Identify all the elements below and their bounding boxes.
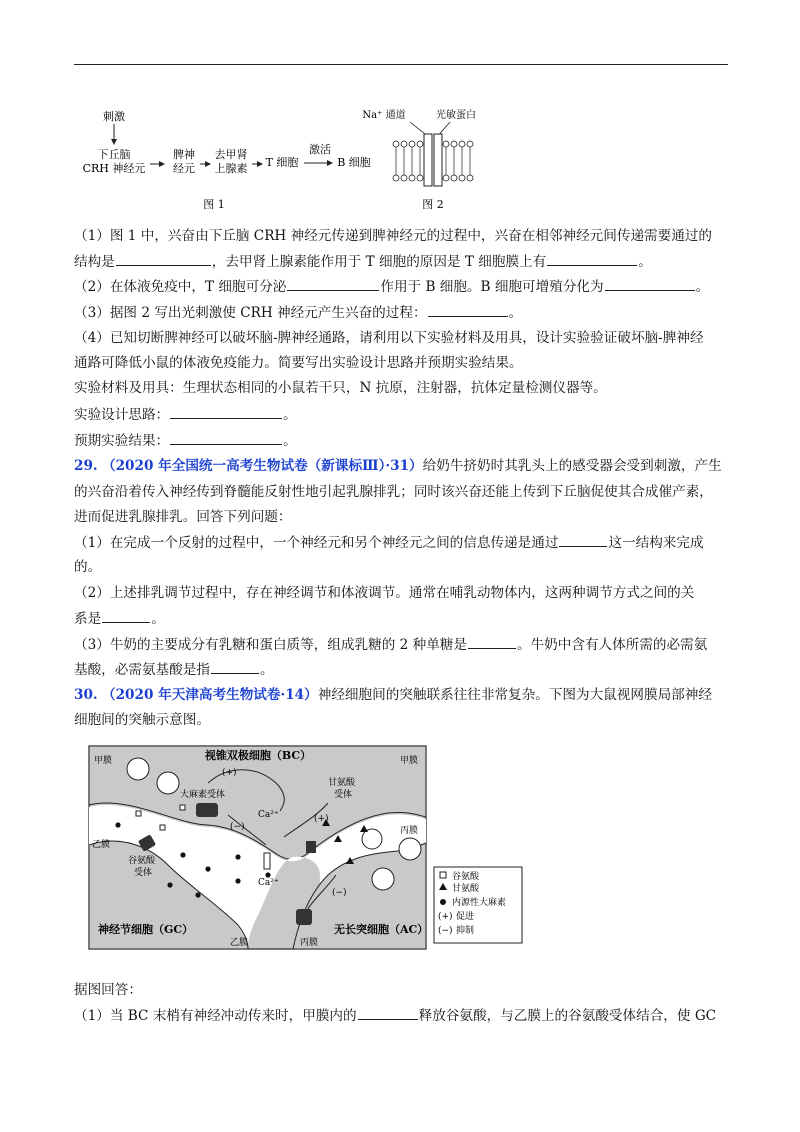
b-cell-label: B 细胞	[337, 156, 371, 169]
norepinephrine-label-2: 上腺素	[214, 162, 248, 175]
glu-receptor-label-2: 受体	[134, 868, 153, 878]
q28-line-9: 预期实验结果： 。	[74, 430, 297, 451]
q28-line-5: （4）已知切断脾神经可以破坏脑-脾神经通路，请利用以下实验材料及用具，设计实验验证破坏脑-脾神经	[74, 330, 704, 346]
figure-1-caption: 图 1	[203, 198, 225, 211]
crh-neuron-label-1: 下丘脑	[97, 148, 131, 161]
gc-label: 神经节细胞（GC）	[98, 923, 194, 936]
jia-membrane-left: 甲膜	[94, 756, 113, 766]
activate-label: 激活	[309, 143, 331, 156]
q28-line-6: 通路可降低小鼠的体液免疫能力。简要写出实验设计思路并预期实验结果。	[74, 355, 523, 371]
q28-line-3: （2）在体液免疫中，T 细胞可分泌 作用于 B 细胞。B 细胞可增殖分化为 。	[74, 276, 709, 297]
answer-blank[interactable]	[358, 1005, 418, 1020]
legend-glycine: 甘氨酸	[452, 884, 480, 894]
legend-endocannabinoid: 内源性大麻素	[452, 898, 507, 908]
glu-receptor-label-1: 谷氨酸	[128, 856, 156, 866]
q29-line-4: （1）在完成一个反射的过程中，一个神经元和另个神经元之间的信息传递是通过 这一结构来完成	[74, 532, 704, 553]
q29-line-2: 的兴奋沿着传入神经传到脊髓能反射性地引起乳腺排乳；同时该兴奋还能上传到下丘脑促使其合成催产素，	[74, 484, 713, 500]
q28-line-8: 实验设计思路： 。	[74, 404, 297, 425]
q29-line-9: 基酸，必需氨基酸是指 。	[74, 659, 274, 680]
figure-1-flowchart	[74, 108, 374, 213]
answer-blank[interactable]	[170, 430, 282, 445]
q30-after-figure-1: 据图回答：	[74, 982, 142, 998]
yi-membrane-bottom: 乙膜	[230, 938, 249, 948]
bing-membrane-right: 丙膜	[400, 826, 419, 836]
q29-line-6: （2）上述排乳调节过程中，存在神经调节和体液调节。通常在哺乳动物体内，这两种调节方式之间的关	[74, 585, 695, 601]
legend-promote: 促进	[456, 912, 475, 922]
q29-line-5: 的。	[74, 559, 102, 575]
q30-line-2: 细胞间的突触示意图。	[74, 712, 210, 728]
stimulus-label: 刺激	[103, 110, 125, 123]
q28-line-1: （1）图 1 中，兴奋由下丘脑 CRH 神经元传递到脾神经元的过程中，兴奋在相邻神经元间传递需要通过的	[74, 228, 713, 244]
q28-line-2: 结构是 ，去甲肾上腺素能作用于 T 细胞的原因是 T 细胞膜上有 。	[74, 251, 652, 272]
spleen-neuron-label-2: 经元	[173, 162, 195, 175]
ac-label: 无长突细胞（AC）	[334, 923, 429, 936]
answer-blank[interactable]	[468, 634, 516, 649]
promote-mark-1: (+)	[222, 768, 237, 778]
q30-line-1: 30. （2020 年天津高考生物试卷·14）神经细胞间的突触联系往往非常复杂。下图为大鼠视网膜局部神经	[74, 687, 712, 703]
answer-blank[interactable]	[428, 302, 508, 317]
legend-plus-symbol: (+)	[438, 912, 453, 922]
light-sensitive-protein-label: 光敏蛋白	[436, 110, 476, 121]
answer-blank[interactable]	[170, 404, 282, 419]
figure-2-caption: 图 2	[422, 198, 444, 211]
spleen-neuron-label-1: 脾神	[173, 148, 195, 161]
legend-glutamate: 谷氨酸	[452, 872, 480, 882]
yi-membrane-left: 乙膜	[92, 840, 111, 850]
q28-line-4: （3）据图 2 写出光刺激使 CRH 神经元产生兴奋的过程： 。	[74, 302, 522, 323]
bing-membrane-bottom: 丙膜	[300, 938, 319, 948]
glycine-receptor-label-2: 受体	[334, 790, 353, 800]
crh-neuron-label-2: CRH 神经元	[82, 162, 146, 175]
answer-blank[interactable]	[102, 608, 150, 623]
header-rule	[74, 64, 728, 65]
jia-membrane-right: 甲膜	[400, 756, 419, 766]
glycine-receptor-label-1: 甘氨酸	[328, 778, 356, 788]
inhibit-mark-1: (−)	[230, 822, 245, 832]
q29-line-3: 进而促进乳腺排乳。回答下列问题：	[74, 509, 292, 525]
answer-blank[interactable]	[605, 276, 695, 291]
answer-blank[interactable]	[211, 659, 259, 674]
legend-minus-symbol: (−)	[438, 926, 453, 936]
na-channel-label: Na⁺ 通道	[362, 110, 406, 121]
figure-2-membrane	[360, 104, 500, 216]
t-cell-label: T 细胞	[265, 156, 299, 169]
figure-3-synapse-diagram	[88, 745, 528, 951]
legend-inhibit: 抑制	[456, 926, 475, 936]
q29-line-1: 29. （2020 年全国统一高考生物试卷（新课标Ⅲ）·31）给奶牛挤奶时其乳头上的感受器会受到刺激，产生	[74, 458, 722, 474]
q30-after-figure-2: （1）当 BC 末梢有神经冲动传来时，甲膜内的 释放谷氨酸，与乙膜上的谷氨酸受体结合，使 GC	[74, 1005, 716, 1026]
answer-blank[interactable]	[116, 251, 211, 266]
answer-blank[interactable]	[547, 251, 637, 266]
bc-label: 视锥双极细胞（BC）	[204, 749, 312, 762]
inhibit-mark-2: (−)	[332, 888, 347, 898]
q29-line-8: （3）牛奶的主要成分有乳糖和蛋白质等，组成乳糖的 2 种单糖是 。牛奶中含有人体所需的必需氨	[74, 634, 707, 655]
answer-blank[interactable]	[287, 276, 379, 291]
calcium-label-2: Ca²⁺	[258, 878, 279, 888]
q28-line-7: 实验材料及用具：生理状态相同的小鼠若干只，N 抗原，注射器，抗体定量检测仪器等。	[74, 380, 607, 396]
calcium-label-1: Ca²⁺	[258, 810, 279, 820]
promote-mark-2: (+)	[314, 814, 329, 824]
q29-line-7: 系是 。	[74, 608, 165, 629]
answer-blank[interactable]	[559, 532, 607, 547]
norepinephrine-label-1: 去甲肾	[214, 148, 248, 161]
cannabinoid-receptor-label: 大麻素受体	[180, 790, 226, 800]
